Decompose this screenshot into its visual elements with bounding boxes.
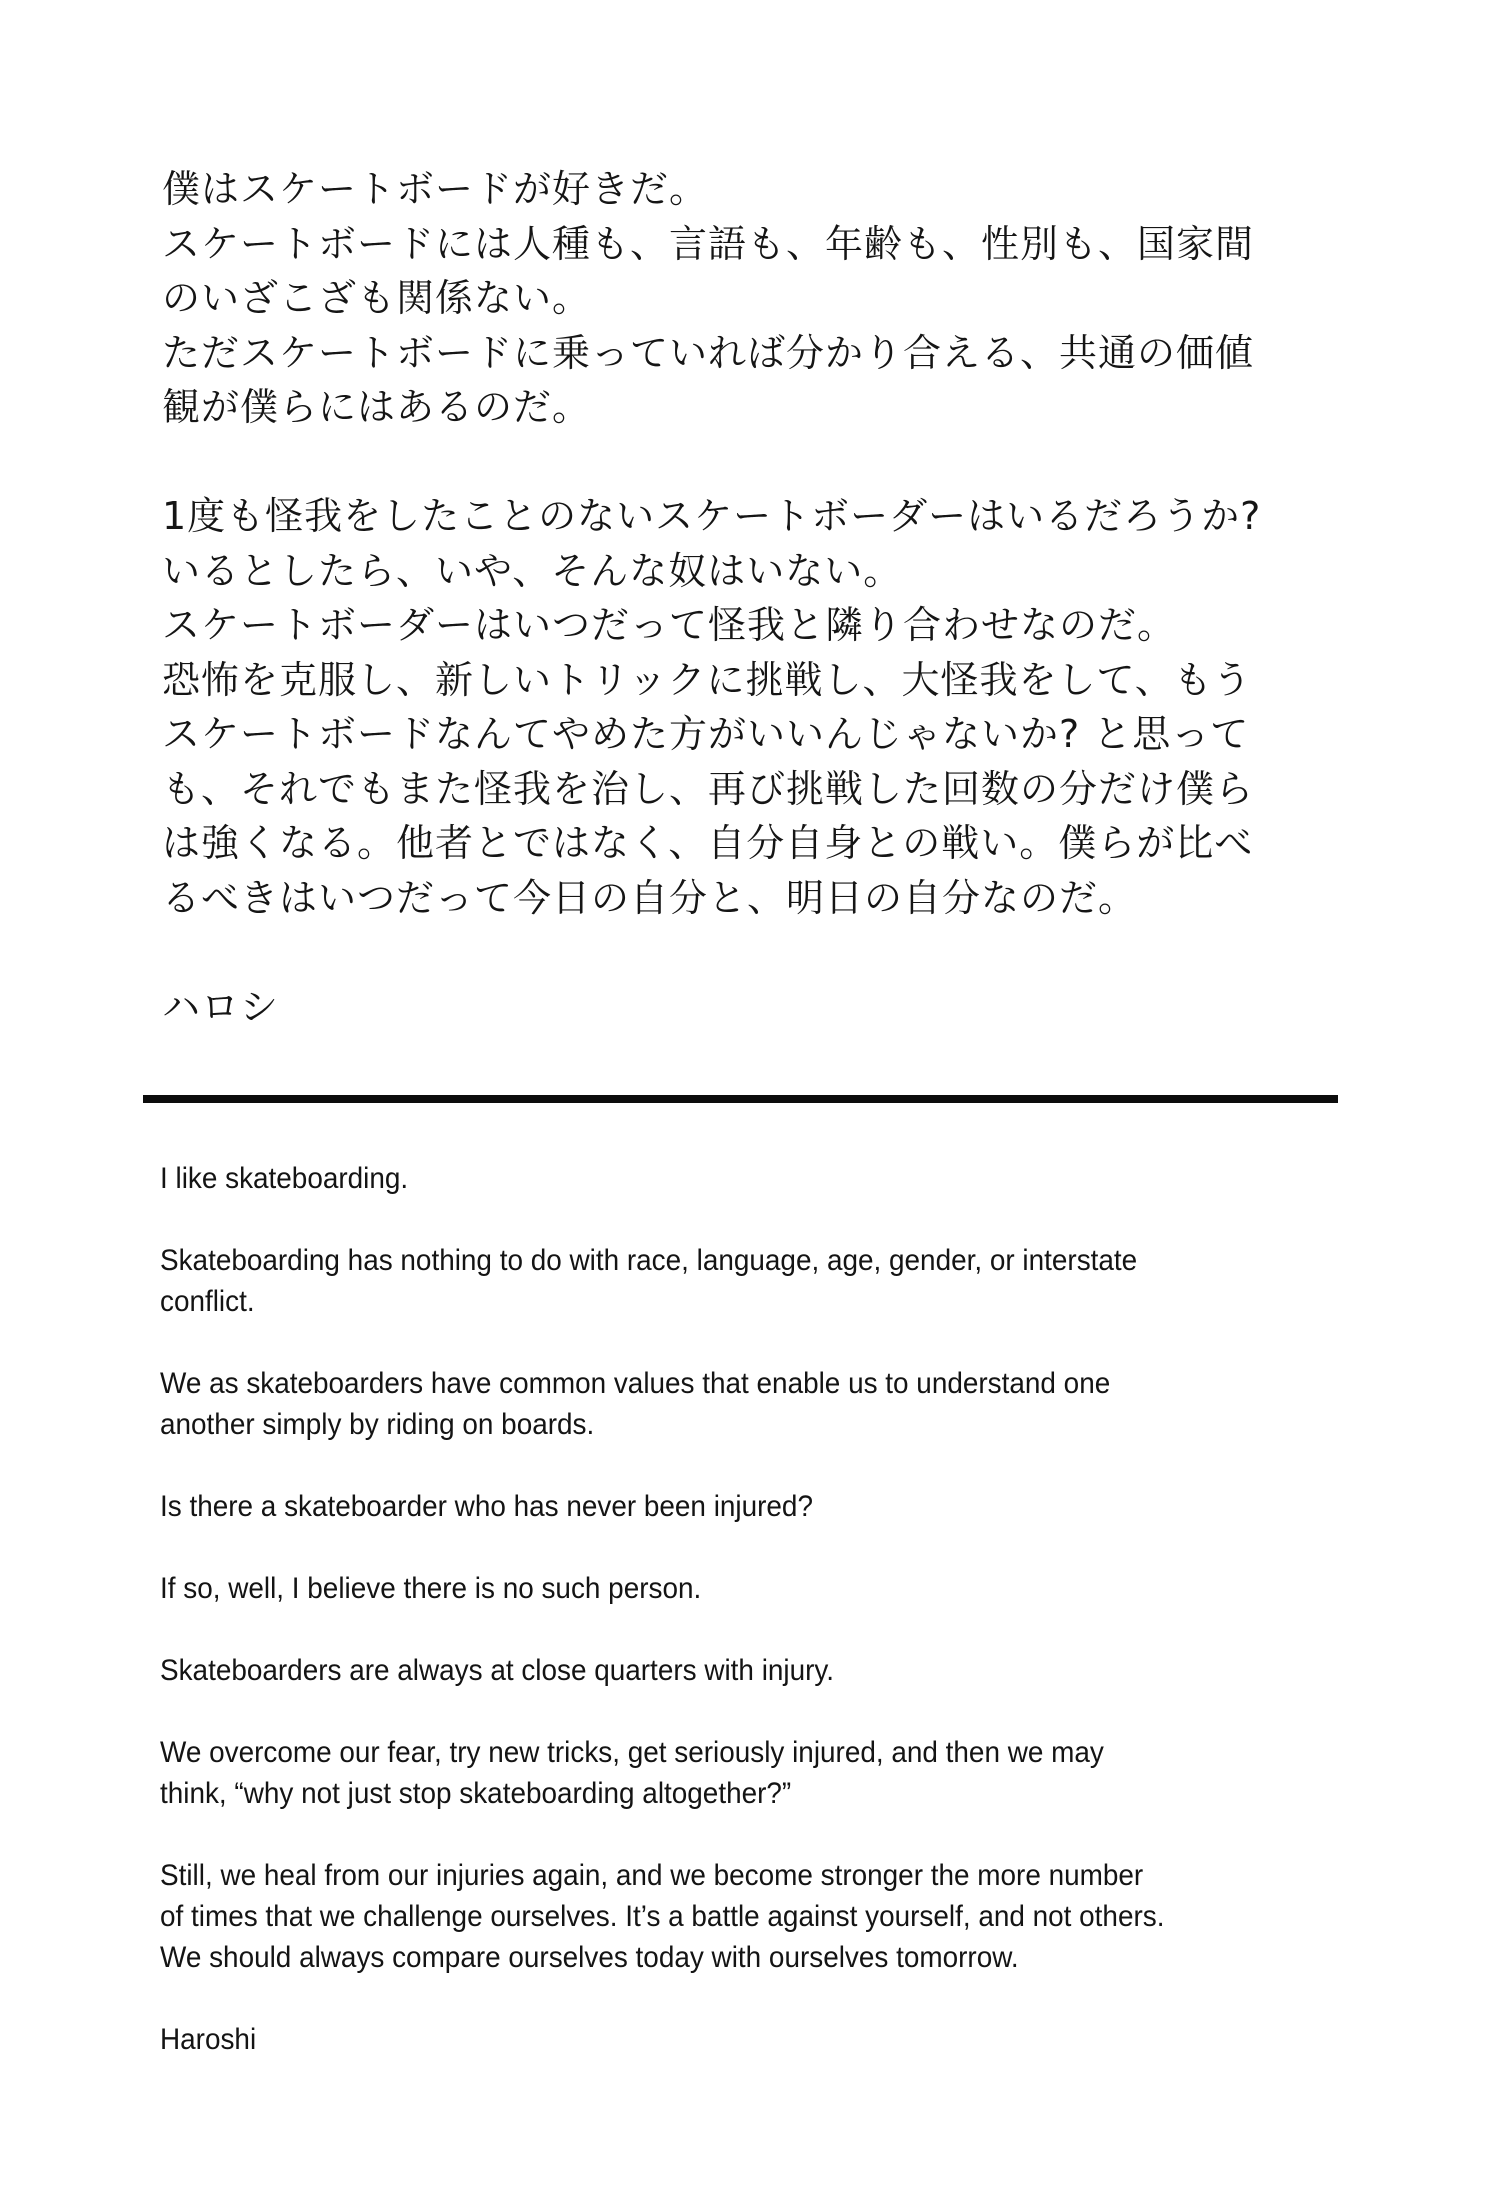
japanese-signature — [162, 980, 1312, 1035]
text-line: のいざこざも関係ない。 — [162, 276, 592, 320]
english-signature — [160, 2019, 1267, 2060]
text-line: We should always compare ourselves today with ourselves tomorrow. — [160, 1941, 1019, 1974]
text-line: スケートボーダーはいつだって怪我と隣り合わせなのだ。 — [162, 603, 1177, 647]
english-paragraph-3 — [160, 1363, 1267, 1445]
text-line: Skateboarding has nothing to do with race, language, age, gender, or interstate — [160, 1244, 1138, 1277]
text-line: of times that we challenge ourselves. It’s a battle against yourself, and not others. — [160, 1900, 1165, 1933]
english-paragraph-8 — [160, 1855, 1267, 1978]
text-line: Is there a skateboarder who has never been injured? — [160, 1490, 813, 1523]
signature-text: ハロシ — [162, 984, 280, 1029]
text-line: If so, well, I believe there is no such person. — [160, 1572, 702, 1605]
text-line: I like skateboarding. — [160, 1162, 409, 1195]
text-line: another simply by riding on boards. — [160, 1408, 595, 1441]
text-line: 恐怖を克服し、新しいトリックに挑戦し、大怪我をして、もう — [162, 657, 1252, 702]
text-line: ただスケートボードに乗っていれば分かり合える、共通の価値 — [162, 330, 1255, 375]
text-line: conflict. — [160, 1285, 255, 1318]
text-line: スケートボードなんてやめた方がいいんじゃないか? と思って — [162, 712, 1250, 756]
english-paragraph-6 — [160, 1650, 1267, 1691]
japanese-text-section — [162, 162, 1312, 1034]
text-line: 1度も怪我をしたことのないスケートボーダーはいるだろうか? — [162, 494, 1262, 538]
text-line: Still, we heal from our injuries again, and we become stronger the more number — [160, 1859, 1144, 1892]
text-line: いるとしたら、いや、そんな奴はいない。 — [162, 548, 903, 593]
text-line: スケートボードには人種も、言語も、年齢も、性別も、国家間 — [162, 221, 1255, 266]
text-line: think, “why not just stop skateboarding altogether?” — [160, 1777, 792, 1810]
section-divider — [143, 1095, 1338, 1103]
text-line: We as skateboarders have common values that enable us to understand one — [160, 1367, 1111, 1400]
text-line: 観が僕らにはあるのだ。 — [162, 385, 592, 429]
text-line: Skateboarders are always at close quarters with injury. — [160, 1654, 835, 1687]
english-text-section — [160, 1158, 1267, 2101]
signature-text: Haroshi — [160, 2023, 257, 2056]
english-paragraph-2 — [160, 1240, 1267, 1322]
english-paragraph-5 — [160, 1568, 1267, 1609]
text-line: るべきはいつだって今日の自分と、明日の自分なのだ。 — [162, 875, 1138, 920]
text-line: We overcome our fear, try new tricks, get seriously injured, and then we may — [160, 1736, 1104, 1769]
japanese-paragraph-1 — [162, 162, 1312, 435]
text-line: も、それでもまた怪我を治し、再び挑戦した回数の分だけ僕ら — [162, 766, 1255, 811]
text-line: は強くなる。他者とではなく、自分自身との戦い。僕らが比べ — [162, 821, 1254, 865]
english-paragraph-1 — [160, 1158, 1267, 1199]
english-paragraph-7 — [160, 1732, 1267, 1814]
english-paragraph-4 — [160, 1486, 1267, 1527]
japanese-paragraph-2 — [162, 489, 1312, 925]
text-line: 僕はスケートボードが好きだ。 — [162, 167, 709, 211]
